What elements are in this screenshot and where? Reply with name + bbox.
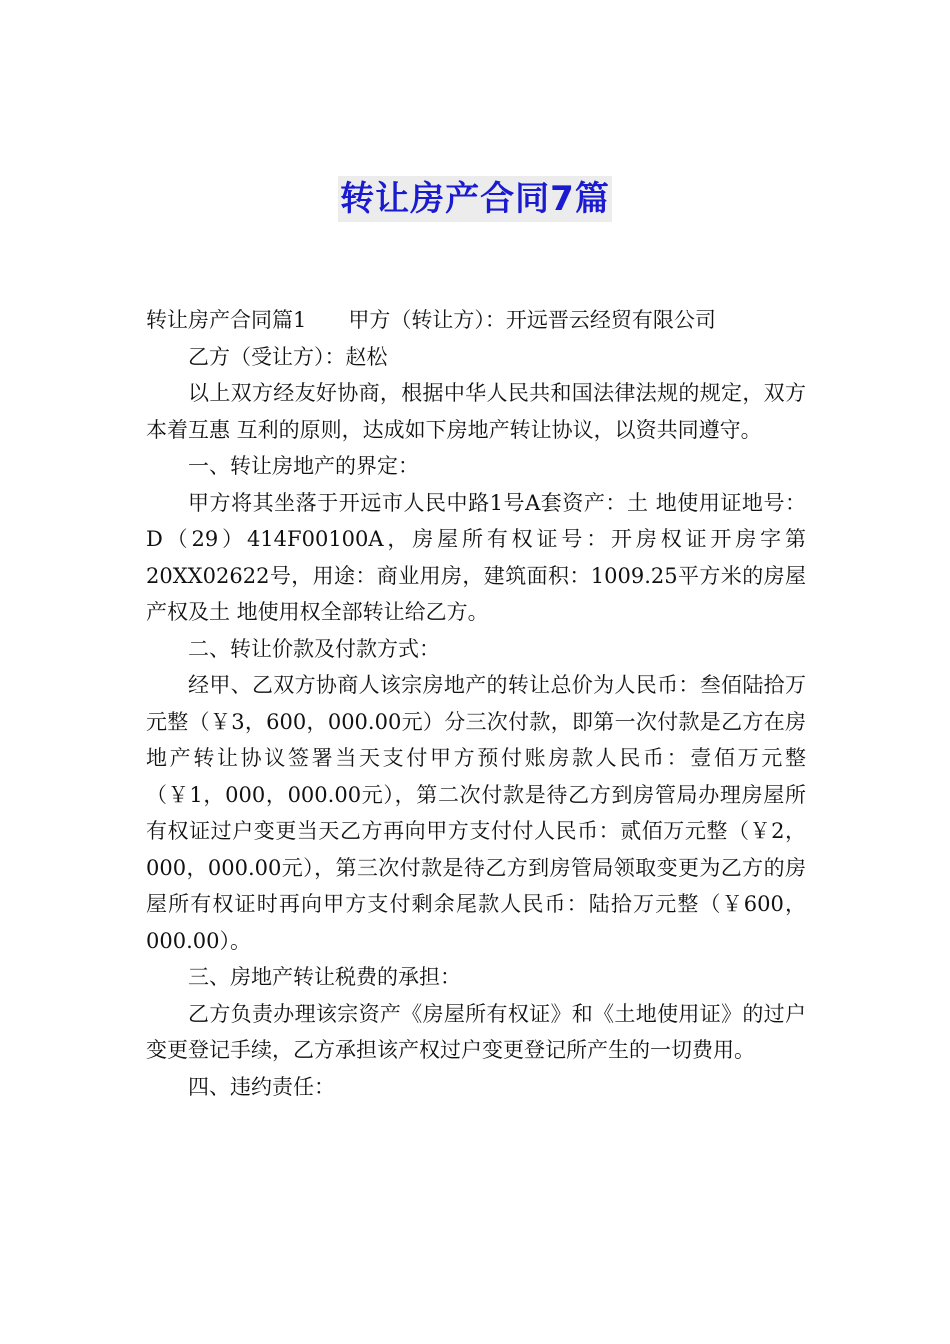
title-container — [0, 176, 950, 222]
section-heading-2: 二、转让价款及付款方式： — [188, 636, 440, 661]
document-title: 转让房产合同7篇 — [338, 176, 612, 222]
section-3-paragraph: 乙方负责办理该宗资产《房屋所有权证》和《土地使用证》的过户变更登记手续，乙方承担该产权过户变更登记所产生的一切费用。 — [146, 1001, 806, 1062]
document-body — [146, 302, 806, 1105]
section-heading-4: 四、违约责任： — [188, 1074, 335, 1099]
section-2-paragraph: 经甲、乙双方协商人该宗房地产的转让总价为人民币：叁佰陆拾万元整（￥3，600，000.00元）分三次付款，即第一次付款是乙方在房地产转让协议签署当天支付甲方预付账房款人民币：壹佰万元整（￥1，000，000.00元），第二次付款是待乙方到房管局办理房屋所有权证过户变更当天乙方再向甲方支付付人民币：贰佰万元整（￥2，000，000.00元），第三次付款是待乙方到房管局领取变更为乙方的房屋所有权证时再向甲方支付剩余尾款人民币：陆拾万元整（￥600，000.00）。 — [146, 673, 806, 953]
section-heading-3: 三、房地产转让税费的承担： — [188, 965, 461, 989]
section-heading-1: 一、转让房地产的界定： — [188, 454, 419, 478]
contract-section-label: 转让房产合同篇1 — [146, 308, 307, 332]
party-a-line: 甲方（转让方）：开远晋云经贸有限公司 — [348, 308, 716, 332]
party-b-line: 乙方（受让方）：赵松 — [188, 344, 388, 369]
contract-heading-line — [146, 302, 806, 339]
section-1-paragraph: 甲方将其坐落于开远市人民中路1号A套资产：土 地使用证地号：D（29）414F00100A，房屋所有权证号：开房权证开房字第20XX02622号，用途：商业用房，建筑面积：1009.25平方米的房屋产权及土 地使用权全部转让给乙方。 — [146, 490, 806, 624]
preamble-paragraph: 以上双方经友好协商，根据中华人民共和国法律法规的规定，双方本着互惠 互利的原则，达成如下房地产转让协议，以资共同遵守。 — [146, 381, 806, 442]
